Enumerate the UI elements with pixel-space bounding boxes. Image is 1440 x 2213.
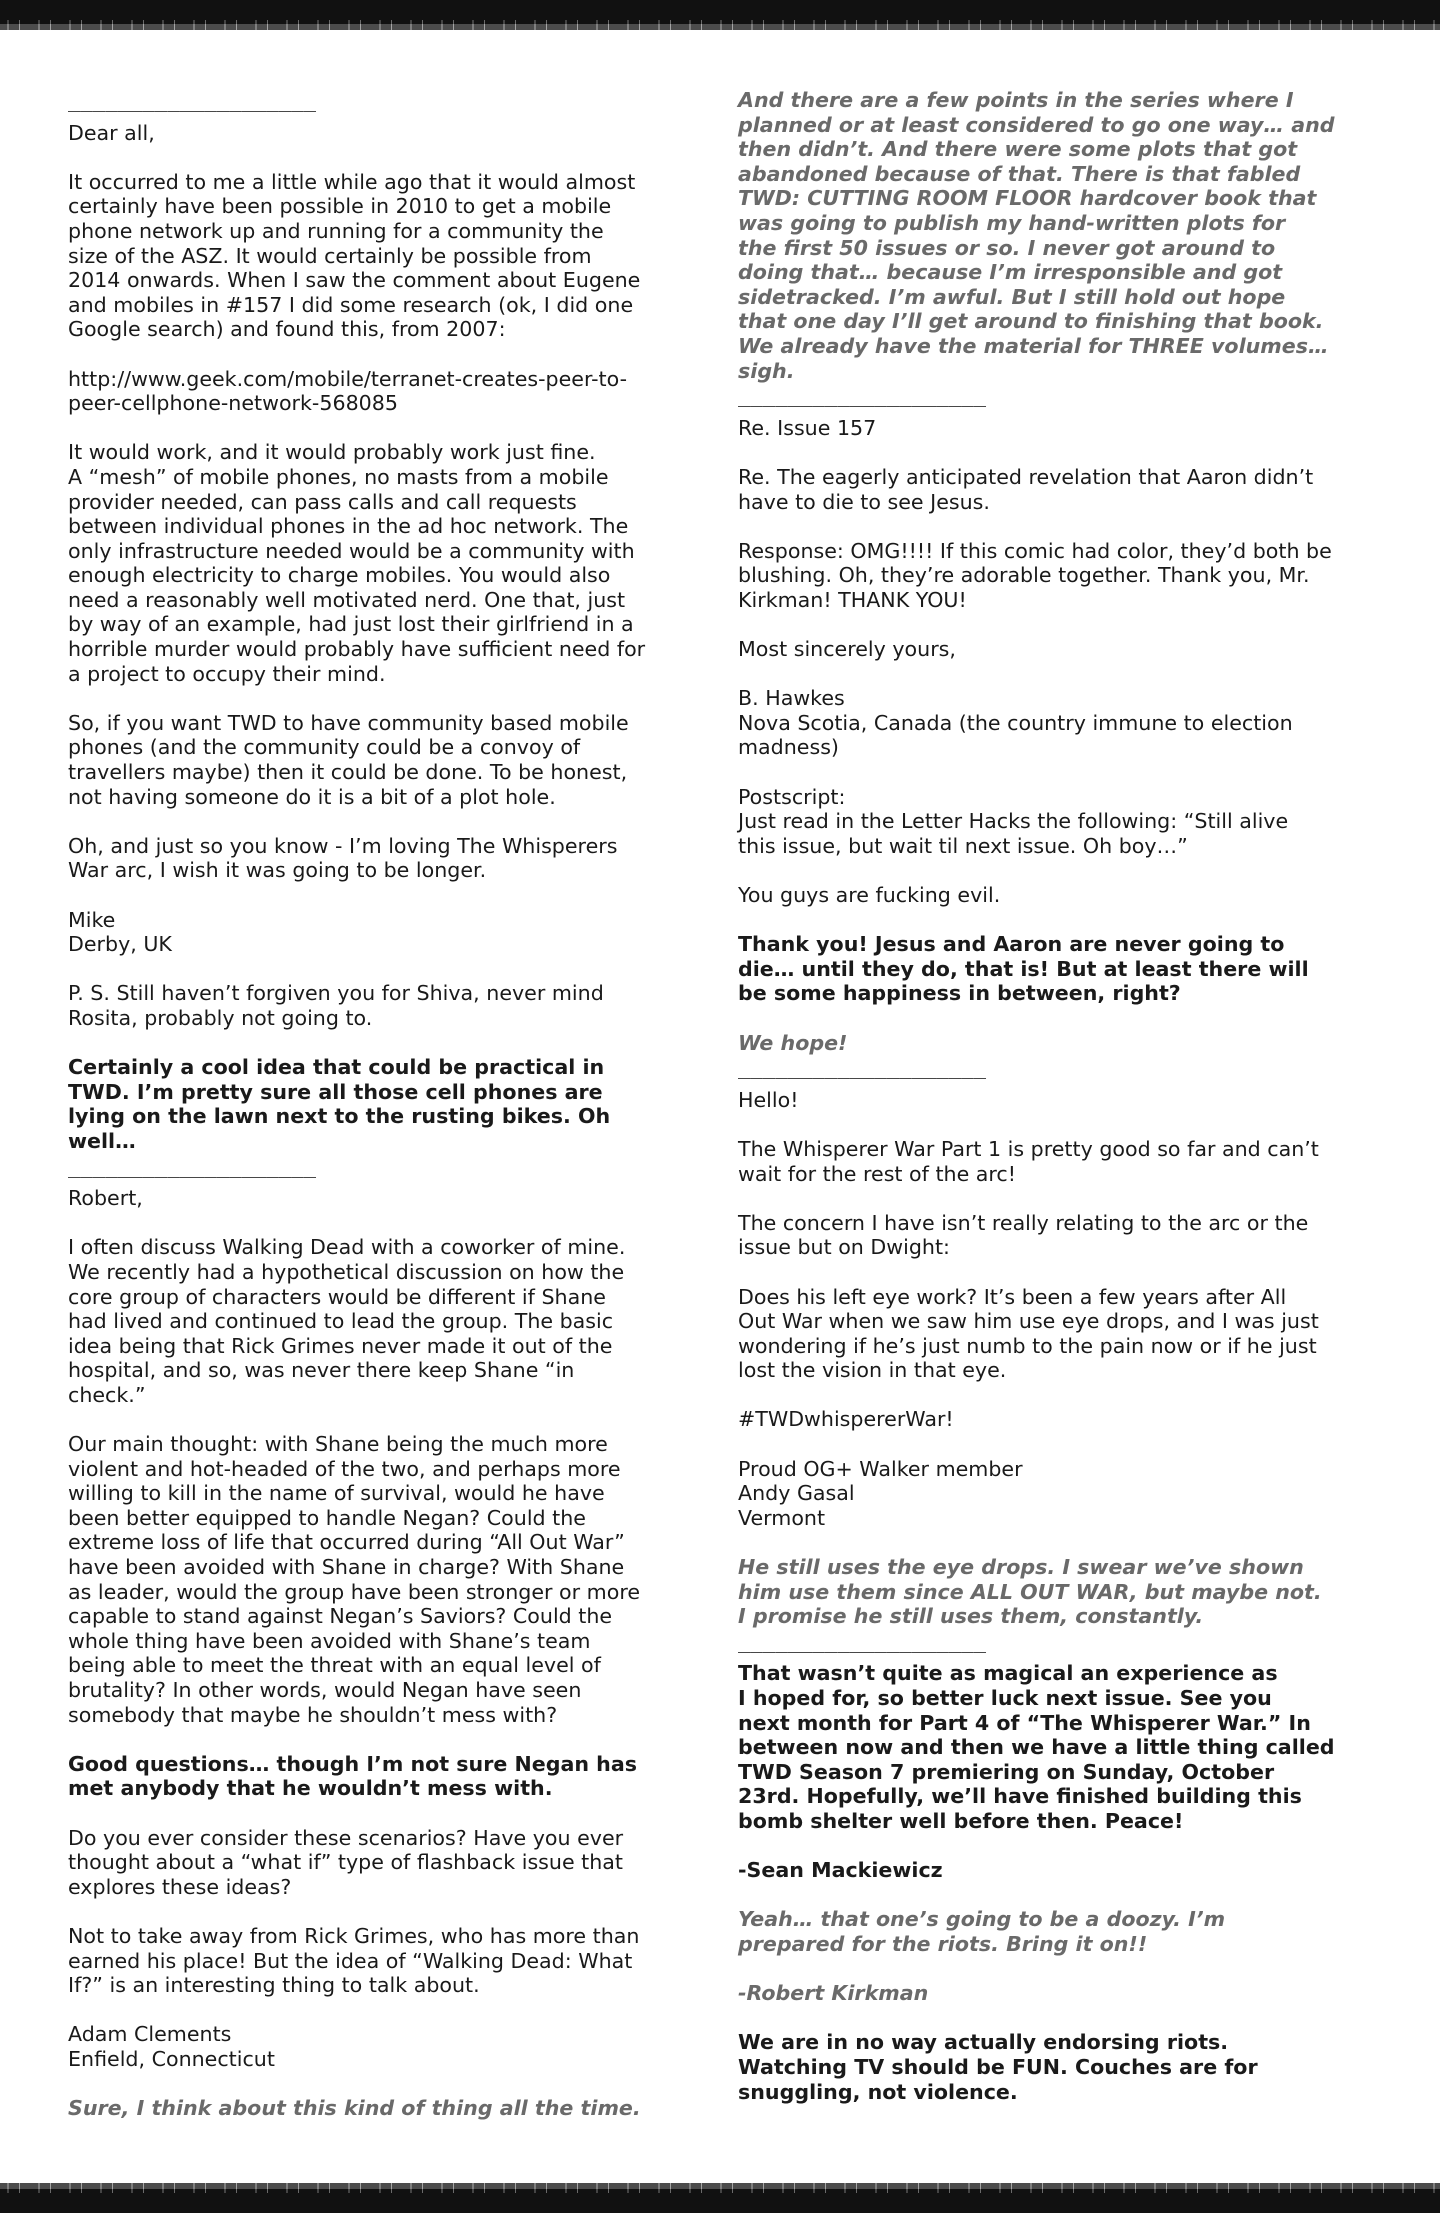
divider-rule: ____________________: [68, 1153, 316, 1178]
divider-rule: ____________________: [68, 88, 316, 112]
divider-rule: ____________________: [738, 383, 986, 408]
letter-paragraph: You guys are fucking evil.: [738, 883, 1001, 907]
letter-paragraph: Proud OG+ Walker member Andy Gasal Vermont: [738, 1456, 1023, 1530]
writer-response: Sure, I think about this kind of thing all the time.: [68, 2096, 641, 2121]
letter-paragraph: Hello!: [738, 1087, 799, 1112]
letter-paragraph: Adam Clements Enfield, Connecticut: [68, 2022, 275, 2071]
writer-response: And there are a few points in the series where I planned or at least considered to go one way… and then didn’t. And there were some plots that got abandoned because of that. There is that fabled TWD: CUTTING ROOM FLOOR hardcover book that was going to publish my hand-written plots for the first 50 issues or so. I never got around to doing that… because I’m irresponsible and got sidetracked. I’m awful. But I still hold out hope that one day I’ll get around to finishing that book. We already have the material for THREE volumes… sigh.: [738, 88, 1335, 383]
right-column: [738, 88, 1374, 2129]
letter-paragraph: P. S. Still haven’t forgiven you for Shiva, never mind Rosita, probably not going to.: [68, 981, 604, 1030]
editor-response: Certainly a cool idea that could be practical in TWD. I’m pretty sure all those cell phones are lying on the lawn next to the rusting bikes. Oh well…: [68, 1055, 611, 1153]
writer-response: He still uses the eye drops. I swear we’ve shown him use them since ALL OUT WAR, but maybe not. I promise he still uses them, constantly.: [738, 1555, 1322, 1629]
letter-paragraph: Most sincerely yours,: [738, 637, 956, 662]
editor-response: That wasn’t quite as magical an experience as I hoped for, so better luck next issue. See you next month for Part 4 of “The Whisperer War.” In between now and then we have a little thing called TWD Season 7 premiering on Sunday, October 23rd. Hopefully, we’ll have finished building this bomb shelter well before then. Peace!: [738, 1661, 1335, 1833]
letter-paragraph: Postscript: Just read in the Letter Hacks the following: “Still alive this issue, but wait til next issue. Oh boy…”: [738, 784, 1289, 858]
writer-response: -Robert Kirkman: [738, 1981, 929, 2006]
editor-response: We are in no way actually endorsing riots. Watching TV should be FUN. Couches are for snuggling, not violence.: [738, 2030, 1258, 2104]
letter-paragraph: Our main thought: with Shane being the much more violent and hot-headed of the two, and perhaps more willing to kill in the name of survival, would he have been better equipped to handle Negan? Could the extreme loss of life that occurred during “All Out War” have been avoided with Shane in charge? With Shane as leader, would the group have been stronger or more capable to stand against Negan’s Saviors? Could the whole thing have been avoided with Shane’s team being able to meet the threat with an equal level of brutality? In other words, would Negan have seen somebody that maybe he shouldn’t mess with?: [68, 1432, 641, 1727]
letter-paragraph: The Whisperer War Part 1 is pretty good so far and can’t wait for the rest of the arc!: [738, 1136, 1319, 1186]
letter-paragraph: Do you ever consider these scenarios? Have you ever thought about a “what if” type of flashback issue that explores these ideas?: [68, 1825, 624, 1899]
letter-paragraph: Dear all,: [68, 120, 155, 145]
letter-paragraph: It occurred to me a little while ago that it would almost certainly have been possible in 2010 to get a mobile phone network up and running for a community the size of the ASZ. It would certainly be possible from 2014 onwards. When I saw the comment about Eugene and mobiles in #157 I did some research (ok, I did one Google search) and found this, from 2007:: [68, 169, 641, 342]
letter-paragraph: Response: OMG!!!! If this comic had color, they’d both be blushing. Oh, they’re adorable together. Thank you, Mr. Kirkman! THANK YOU!: [738, 538, 1332, 612]
divider-rule: ____________________: [738, 1628, 986, 1653]
page-bottom-border: [0, 2189, 1440, 2213]
left-column: [68, 88, 704, 2145]
editor-response: Thank you! Jesus and Aaron are never going to die… until they do, that is! But at least there will be some happiness in between, right?: [738, 932, 1309, 1006]
letter-paragraph: Re. The eagerly anticipated revelation that Aaron didn’t have to die to see Jesus.: [738, 464, 1314, 514]
page-top-border: [0, 0, 1440, 24]
letter-paragraph: Not to take away from Rick Grimes, who has more than earned his place! But the idea of “Walking Dead: What If?” is an interesting thing to talk about.: [68, 1923, 640, 1998]
letter-paragraph: It would work, and it would probably work just fine. A “mesh” of mobile phones, no masts from a mobile provider needed, can pass calls and call requests between individual phones in the ad hoc network. The only infrastructure needed would be a community with enough electricity to charge mobiles. You would also need a reasonably well motivated nerd. One that, just by way of an example, had just lost their girlfriend in a horrible murder would probably have sufficient need for a project to occupy their mind.: [68, 440, 646, 686]
letter-paragraph: So, if you want TWD to have community based mobile phones (and the community could be a convoy of travellers maybe) then it could be done. To be honest, not having someone do it is a bit of a plot hole.: [68, 710, 629, 809]
letter-paragraph: B. Hawkes Nova Scotia, Canada (the country immune to election madness): [738, 686, 1293, 760]
letter-paragraph: Re. Issue 157: [738, 415, 877, 440]
letter-paragraph: Robert,: [68, 1186, 143, 1211]
writer-response: Yeah… that one’s going to be a doozy. I’m prepared for the riots. Bring it on!!: [738, 1907, 1226, 1956]
writer-response: We hope!: [738, 1030, 848, 1055]
letter-paragraph: The concern I have isn’t really relating to the arc or the issue but on Dwight:: [738, 1210, 1309, 1260]
letter-paragraph: I often discuss Walking Dead with a coworker of mine. We recently had a hypothetical discussion on how the core group of characters would be different if Shane had lived and continued to lead the group. The basic idea being that Rick Grimes never made it out of the hospital, and so, was never there keep Shane “in check.”: [68, 1235, 626, 1407]
letter-paragraph: Does his left eye work? It’s been a few years after All Out War when we saw him use eye drops, and I was just wondering if he’s just numb to the pain now or if he just lost the vision in that eye.: [738, 1284, 1319, 1383]
letter-paragraph: #TWDwhispererWar!: [738, 1407, 954, 1432]
editor-response: Good questions… though I’m not sure Negan has met anybody that he wouldn’t mess with.: [68, 1751, 637, 1801]
letter-paragraph: http://www.geek.com/mobile/terranet-creates-peer-to- peer-cellphone-network-568085: [68, 366, 628, 416]
editor-response: -Sean Mackiewicz: [738, 1858, 943, 1883]
letter-paragraph: Mike Derby, UK: [68, 907, 172, 957]
letter-paragraph: Oh, and just so you know - I’m loving The Whisperers War arc, I wish it was going to be longer.: [68, 833, 618, 883]
divider-rule: ____________________: [738, 1055, 986, 1080]
